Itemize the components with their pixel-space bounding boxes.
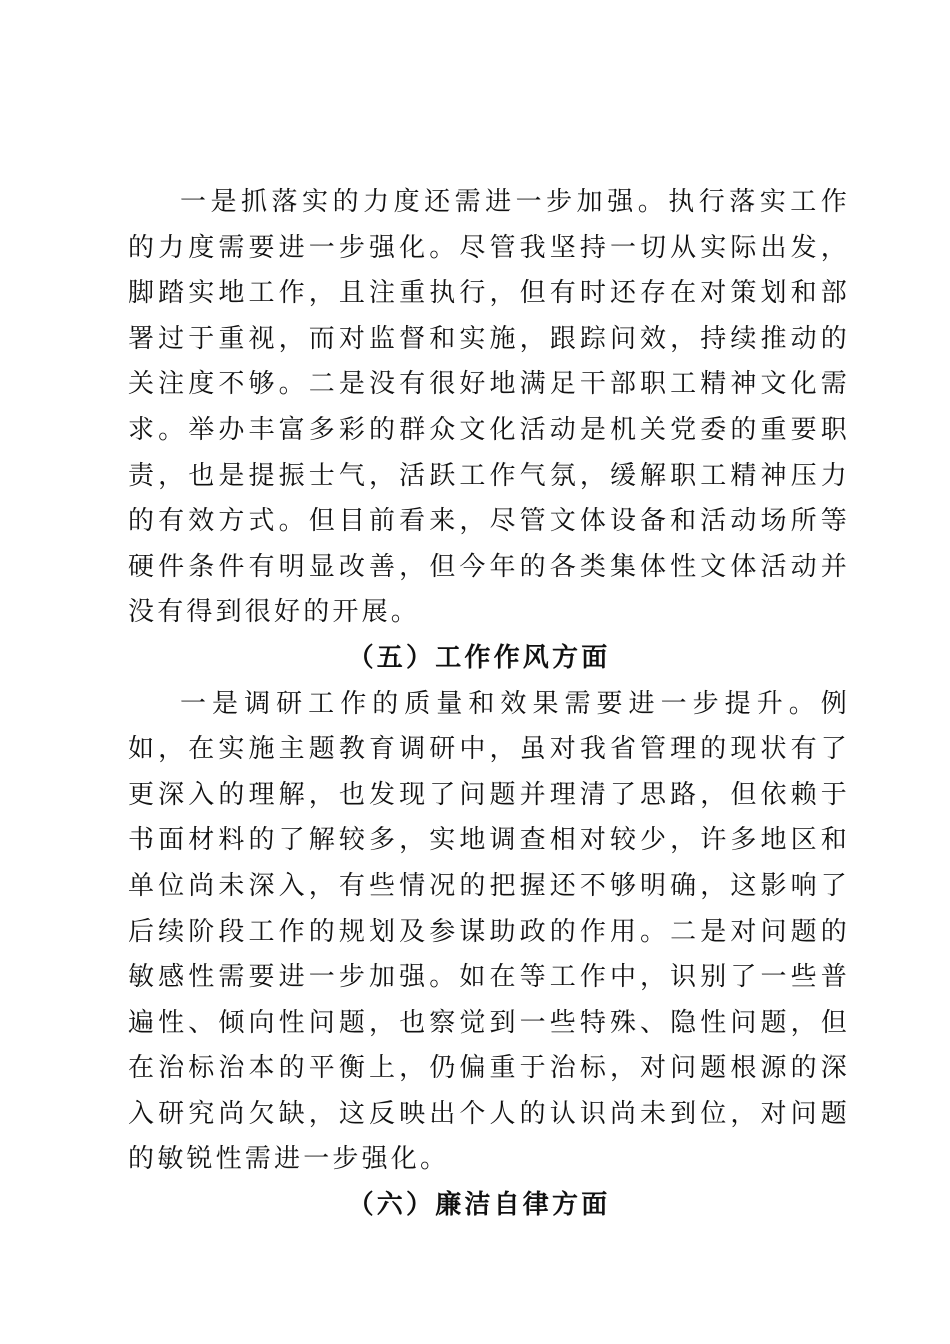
section-heading-integrity: （六）廉洁自律方面 xyxy=(347,1190,611,1221)
paragraph-work-style: 一是调研工作的质量和效果需要进一步提升。例如，在实施主题教育调研中，虽对我省管理的现状有了更深入的理解，也发现了问题并理清了思路，但依赖于书面材料的了解较多，实地调查相对较少，许多地区和单位尚未深入，有些情况的把握还不够明确，这影响了后续阶段工作的规划及参谋助政的作用。二是对问题的敏感性需要进一步加强。如在等工作中，识别了一些普遍性、倾向性问题，也察觉到一些特殊、隐性问题，但在治标治本的平衡上，仍偏重于治标，对问题根源的深入研究尚欠缺，这反映出个人的认识尚未到位，对问题的敏锐性需进一步强化。 xyxy=(128,688,850,1175)
document-body xyxy=(128,180,850,1229)
paragraph-implementation: 一是抓落实的力度还需进一步加强。执行落实工作的力度需要进一步强化。尽管我坚持一切从实际出发，脚踏实地工作，且注重执行，但有时还存在对策划和部署过于重视，而对监督和实施，跟踪问效，持续推动的关注度不够。二是没有很好地满足干部职工精神文化需求。举办丰富多彩的群众文化活动是机关党委的重要职责，也是提振士气，活跃工作气氛，缓解职工精神压力的有效方式。但目前看来，尽管文体设备和活动场所等硬件条件有明显改善，但今年的各类集体性文体活动并没有得到很好的开展。 xyxy=(128,187,850,628)
section-heading-work-style: （五）工作作风方面 xyxy=(347,642,611,673)
